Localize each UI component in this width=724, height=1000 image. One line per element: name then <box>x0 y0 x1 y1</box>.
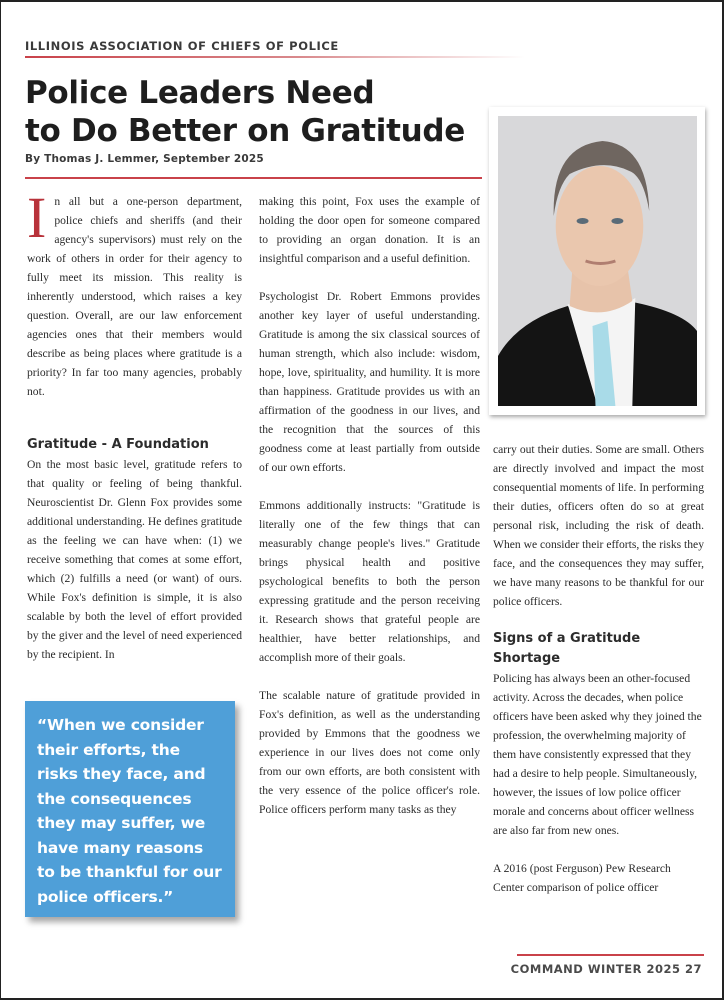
paragraph: A 2016 (post Ferguson) Pew Research Center comparison of police officer <box>493 862 671 894</box>
intro-text: n all but a one-person department, police chiefs and sheriffs (and their agency's supervisors) must rely on the work of others in order for their agency to fully meet its mission. This reality is inherently understood, which raises a key question. Overall, are our law enforcement agencies ones that their members would describe as being places where gratitude is a priority? In far too many agencies, probably not. <box>27 195 242 398</box>
page-footer: COMMAND WINTER 2025 27 <box>510 962 702 976</box>
title-line-1: Police Leaders Need <box>25 75 375 111</box>
paragraph: Emmons additionally instructs: "Gratitude is literally one of the few things that can measurably change people's lives." Gratitude brings physical health and positive psychological benefits to both the person expressing gratitude and the person receiving it. Research shows that grateful people are healthier, have better relationships, and accomplish more of their goals. <box>259 499 480 664</box>
author-photo-frame <box>489 107 705 415</box>
author-photo <box>498 116 697 406</box>
article-title <box>25 74 465 150</box>
paragraph: The scalable nature of gratitude provided in Fox's definition, as well as the understanding provided by Emmons that the goodness we experience in our lives does not come only from our own efforts, are both consistent with the very essence of the police officer's role. Police officers perform many tasks as they <box>259 689 480 816</box>
paragraph: On the most basic level, gratitude refers to that quality or feeling of being thankful. Neuroscientist Dr. Glenn Fox provides some additional understanding. He defines gratitude as the feeling we can have when: (1) we receive something that comes at some effort, which (2) fulfills a need (or want) of ours. While Fox's definition is simple, it is also scalable by both the level of effort provided by the giver and the level of need experienced by the recipient. In <box>27 458 242 661</box>
pull-quote-text: “When we consider their efforts, the risks they face, and the consequences they may suffer, we have many reasons to be thankful for our police officers.” <box>37 716 222 906</box>
section-heading-foundation: Gratitude - A Foundation <box>27 437 209 452</box>
paragraph: making this point, Fox uses the example of holding the door open for someone compared to providing an organ donation. It is an insightful comparison and a useful definition. <box>259 195 480 265</box>
masthead-divider <box>25 56 525 58</box>
column-1 <box>27 185 242 664</box>
pull-quote <box>25 701 235 917</box>
title-line-2: to Do Better on Gratitude <box>25 113 465 149</box>
section-heading-gratitude-shortage: Signs of a Gratitude Shortage <box>493 631 641 666</box>
paragraph: Psychologist Dr. Robert Emmons provides another key layer of useful understanding. Gratitude is among the six classical sources of human strength, which also include: wisdom, hope, love, spirituality, and humility. It is more than happiness. Gratitude provides us with an affirmation of the goodness in our lives, and the recognition that the sources of this goodness come at least partially from outside of our own efforts. <box>259 290 480 474</box>
paragraph: carry out their duties. Some are small. Others are directly involved and impact the most consequential moments of life. In performing their duties, officers often do so at great personal risk, including the risk of death. When we consider their efforts, the risks they face, and the consequences they may suffer, we have many reasons to be thankful for our police officers. <box>493 443 704 608</box>
byline-divider <box>25 177 482 179</box>
footer-divider <box>517 954 704 956</box>
column-2 <box>259 192 480 819</box>
paragraph: Policing has always been an other-focused activity. Across the decades, when police officers have been asked why they joined the profession, the overwhelming majority of them have consistently expressed that they had a desire to help people. Simultaneously, however, the issues of low police officer morale and concerns about officer wellness are also far from new ones. <box>493 672 702 837</box>
organization-masthead: ILLINOIS ASSOCIATION OF CHIEFS OF POLICE <box>25 39 339 53</box>
portrait-illustration <box>498 116 697 406</box>
drop-cap: I <box>27 185 47 250</box>
column-3 <box>493 440 704 897</box>
intro-paragraph <box>27 185 242 401</box>
byline: By Thomas J. Lemmer, September 2025 <box>25 153 264 165</box>
